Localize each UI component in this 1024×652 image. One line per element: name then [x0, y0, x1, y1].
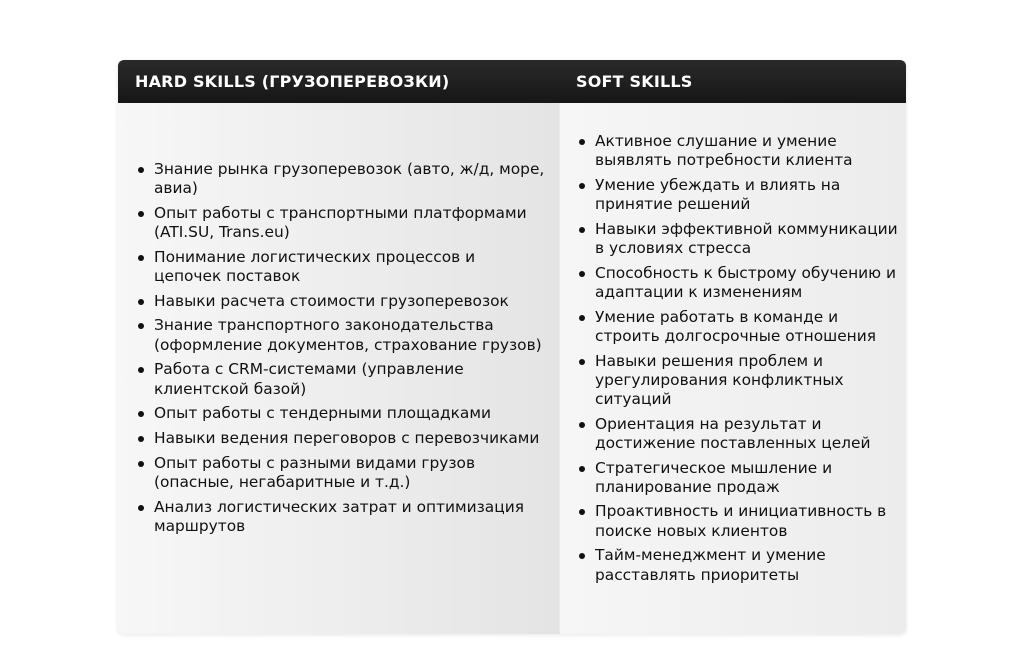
hard-skills-title: HARD SKILLS (ГРУЗОПЕРЕВОЗКИ)	[135, 72, 450, 91]
list-item	[136, 160, 546, 198]
soft-skills-title: SOFT SKILLS	[576, 72, 693, 91]
list-item	[577, 502, 899, 540]
list-item	[136, 429, 546, 448]
list-item	[577, 352, 899, 410]
list-item-text: Анализ логистических затрат и оптимизация маршрутов	[154, 497, 524, 535]
list-item-text: Активное слушание и умение выявлять потребности клиента	[595, 132, 853, 170]
list-item-text: Проактивность и инициативность в поиске новых клиентов	[595, 502, 887, 540]
list-item	[577, 220, 899, 258]
list-item-text: Работа с CRM-системами (управление клиентской базой)	[154, 360, 464, 398]
bullet-icon	[579, 227, 585, 233]
list-item-text: Опыт работы с разными видами грузов (опасные, негабаритные и т.д.)	[154, 453, 476, 491]
table-header	[118, 60, 906, 103]
list-item	[136, 360, 546, 398]
list-item-text: Опыт работы с транспортными платформами (ATI.SU, Trans.eu)	[154, 203, 527, 242]
list-item	[577, 459, 899, 497]
list-item	[577, 415, 899, 453]
list-item-text: Понимание логистических процессов и цепочек поставок	[154, 247, 476, 286]
list-item	[136, 292, 546, 311]
list-item	[136, 454, 546, 492]
bullet-icon	[138, 461, 144, 467]
list-item	[577, 132, 899, 170]
list-item-text: Стратегическое мышление и планирование продаж	[595, 458, 833, 496]
bullet-icon	[138, 436, 144, 442]
bullet-icon	[138, 299, 144, 305]
bullet-icon	[579, 466, 585, 472]
hard-skills-list	[136, 160, 546, 541]
bullet-icon	[579, 183, 585, 189]
list-item	[136, 316, 546, 354]
bullet-icon	[138, 167, 144, 173]
bullet-icon	[579, 553, 585, 559]
bullet-icon	[579, 139, 585, 145]
soft-skills-column	[558, 103, 906, 634]
bullet-icon	[579, 271, 585, 277]
bullet-icon	[579, 359, 585, 365]
list-item-text: Опыт работы с тендерными площадками	[154, 404, 491, 423]
list-item-text: Навыки ведения переговоров с перевозчиками	[154, 428, 540, 447]
list-item	[577, 264, 899, 302]
bullet-icon	[138, 367, 144, 373]
list-item	[577, 176, 899, 214]
bullet-icon	[138, 255, 144, 261]
list-item-text: Навыки эффективной коммуникации в условиях стресса	[595, 219, 898, 258]
list-item-text: Способность к быстрому обучению и адаптации к изменениям	[595, 263, 897, 301]
list-item-text: Ориентация на результат и достижение поставленных целей	[595, 414, 871, 452]
list-item-text: Тайм-менеджмент и умение расставлять приоритеты	[595, 546, 826, 584]
bullet-icon	[138, 211, 144, 217]
list-item-text: Знание рынка грузоперевозок (авто, ж/д, море, авиа)	[154, 160, 545, 198]
list-item	[136, 498, 546, 536]
soft-skills-list	[577, 132, 899, 590]
list-item-text: Навыки расчета стоимости грузоперевозок	[154, 291, 509, 310]
list-item	[136, 404, 546, 423]
list-item-text: Умение работать в команде и строить долгосрочные отношения	[595, 307, 876, 345]
list-item-text: Знание транспортного законодательства (оформление документов, страхование грузов)	[154, 316, 542, 354]
list-item	[577, 546, 899, 584]
bullet-icon	[138, 505, 144, 511]
list-item	[136, 248, 546, 286]
list-item-text: Навыки решения проблем и урегулирования конфликтных ситуаций	[595, 351, 844, 408]
skills-table	[118, 60, 906, 634]
list-item-text: Умение убеждать и влиять на принятие решений	[595, 175, 841, 214]
bullet-icon	[579, 315, 585, 321]
list-item	[136, 204, 546, 242]
hard-skills-column	[118, 103, 558, 634]
bullet-icon	[579, 509, 585, 515]
bullet-icon	[138, 411, 144, 417]
bullet-icon	[138, 323, 144, 329]
list-item	[577, 308, 899, 346]
bullet-icon	[579, 422, 585, 428]
